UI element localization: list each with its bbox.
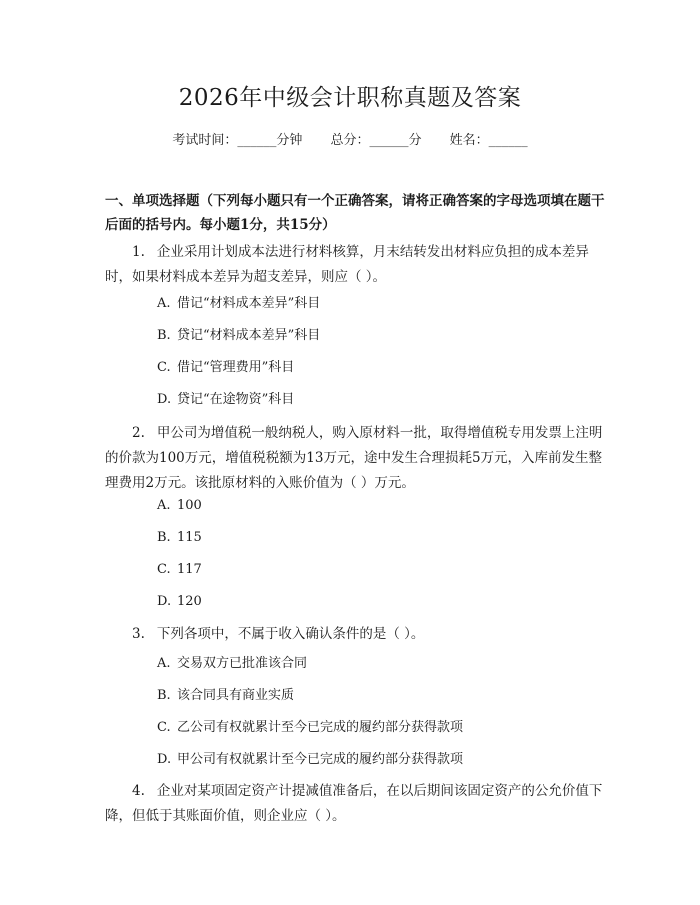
option-letter: C.: [157, 360, 171, 375]
option-text: 借记“材料成本差异”科目: [177, 296, 321, 311]
exam-title: 2026年中级会计职称真题及答案: [178, 85, 522, 111]
question-1: [105, 240, 605, 290]
option-text: 借记“管理费用”科目: [177, 360, 295, 375]
question-3-option-c: [157, 718, 463, 738]
question-1-option-b: [157, 326, 320, 346]
option-text: 乙公司有权就累计至今已完成的履约部分获得款项: [177, 720, 464, 735]
option-letter: B.: [157, 688, 171, 703]
question-2-option-a: [157, 496, 202, 516]
question-2-option-c: [157, 560, 202, 580]
option-letter: B.: [157, 530, 171, 545]
question-1-option-c: [157, 358, 294, 378]
option-text: 交易双方已批准该合同: [177, 656, 308, 671]
question-number: 2.: [132, 425, 145, 441]
question-1-option-d: [157, 390, 294, 410]
option-text: 该合同具有商业实质: [177, 688, 295, 703]
candidate-name-field: 姓名：______: [449, 133, 528, 148]
option-text: 甲公司有权就累计至今已完成的履约部分获得款项: [177, 752, 464, 767]
exam-meta: [0, 131, 700, 151]
question-3-option-b: [157, 686, 294, 706]
option-letter: B.: [157, 328, 171, 343]
question-text: 企业对某项固定资产计提减值准备后，在以后期间该固定资产的公允价值下降，但低于其账面价值，则企业应（ ）。: [105, 783, 603, 824]
option-text: 贷记“在途物资”科目: [177, 392, 295, 407]
option-text: 贷记“材料成本差异”科目: [177, 328, 321, 343]
option-letter: D.: [157, 752, 172, 767]
section-heading: 一、单项选择题（下列每小题只有一个正确答案，请将正确答案的字母选项填在题干后面的括号内。每小题1分，共15分）: [105, 193, 605, 233]
option-letter: A.: [157, 498, 171, 513]
question-number: 3.: [132, 626, 145, 642]
question-number: 1.: [132, 244, 145, 260]
question-3-option-a: [157, 654, 307, 674]
option-letter: A.: [157, 296, 171, 311]
question-3: [105, 622, 605, 647]
option-letter: A.: [157, 656, 171, 671]
question-2-option-d: [157, 592, 202, 612]
question-number: 4.: [132, 783, 145, 799]
exam-time-field: 考试时间：______分钟: [172, 133, 303, 148]
option-letter: C.: [157, 720, 171, 735]
question-text: 企业采用计划成本法进行材料核算，月末结转发出材料应负担的成本差异时，如果材料成本差异为超支差异，则应（ ）。: [105, 244, 589, 285]
question-2-option-b: [157, 528, 202, 548]
question-text: 甲公司为增值税一般纳税人，购入原材料一批，取得增值税专用发票上注明的价款为100万元，增值税税额为13万元，途中发生合理损耗5万元，入库前发生整理费用2万元。该批原材料的入账价值为（ ）万元。: [105, 425, 603, 491]
option-text: 120: [177, 594, 202, 609]
question-text: 下列各项中，不属于收入确认条件的是（ ）。: [156, 626, 425, 642]
option-letter: C.: [157, 562, 171, 577]
option-text: 115: [177, 530, 202, 545]
option-letter: D.: [157, 594, 172, 609]
option-letter: D.: [157, 392, 172, 407]
question-3-option-d: [157, 750, 463, 770]
question-2: [105, 421, 605, 496]
question-1-option-a: [157, 294, 320, 314]
option-text: 100: [177, 498, 202, 513]
option-text: 117: [177, 562, 202, 577]
question-4: [105, 779, 605, 829]
total-score-field: 总分：______分: [330, 133, 422, 148]
